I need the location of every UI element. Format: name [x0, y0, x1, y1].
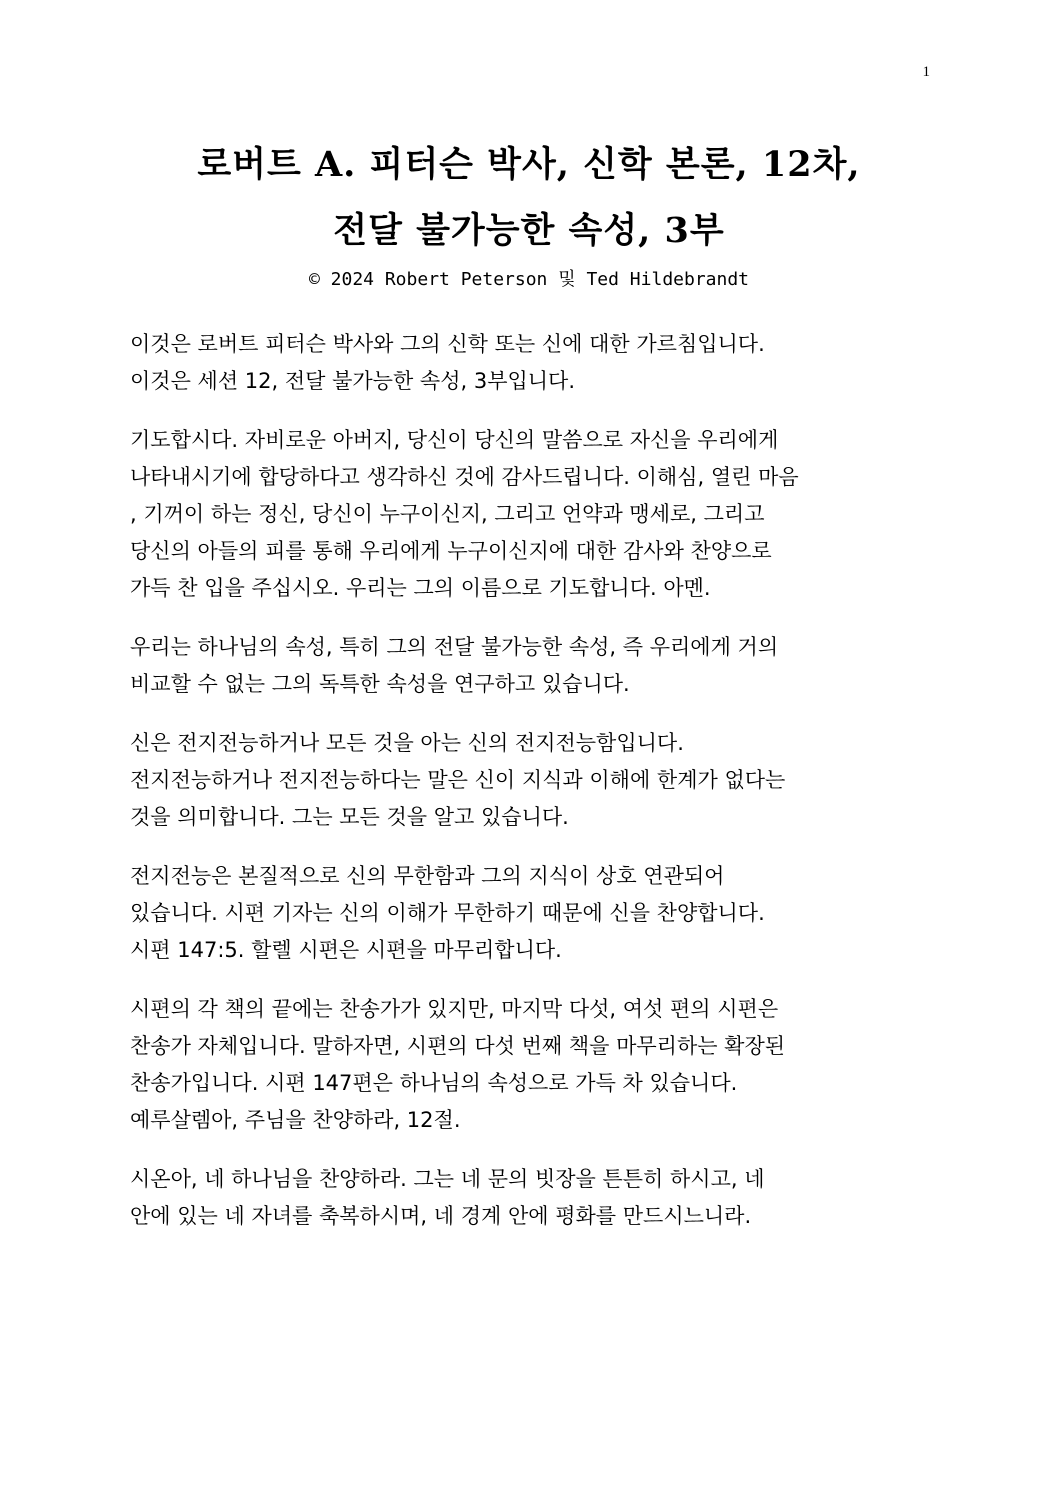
- text-line: 있습니다. 시편 기자는 신의 이해가 무한하기 때문에 신을 찬양합니다.: [130, 901, 765, 925]
- paragraph-4: [130, 725, 930, 836]
- page-number: 1: [922, 64, 930, 80]
- page-title: [0, 132, 1058, 264]
- text-line: 나타내시기에 합당하다고 생각하신 것에 감사드립니다. 이해심, 열린 마음: [130, 465, 799, 489]
- paragraph-2: [130, 422, 930, 607]
- text-line: 가득 찬 입을 주십시오. 우리는 그의 이름으로 기도합니다. 아멘.: [130, 576, 711, 600]
- paragraph-5: [130, 858, 930, 969]
- copyright-notice: © 2024 Robert Peterson 및 Ted Hildebrandt: [308, 269, 750, 290]
- text-line: 찬송가 자체입니다. 말하자면, 시편의 다섯 번째 책을 마무리하는 확장된: [130, 1034, 786, 1058]
- text-line: 것을 의미합니다. 그는 모든 것을 알고 있습니다.: [130, 805, 569, 829]
- text-line: 우리는 하나님의 속성, 특히 그의 전달 불가능한 속성, 즉 우리에게 거의: [130, 635, 779, 659]
- text-line: , 기꺼이 하는 정신, 당신이 누구이신지, 그리고 언약과 맹세로, 그리고: [130, 502, 765, 526]
- text-line: 전지전능하거나 전지전능하다는 말은 신이 지식과 이해에 한계가 없다는: [130, 768, 786, 792]
- text-line: 비교할 수 없는 그의 독특한 속성을 연구하고 있습니다.: [130, 672, 630, 696]
- text-line: 시편 147:5. 할렐 시편은 시편을 마무리합니다.: [130, 938, 562, 962]
- text-line: 이것은 세션 12, 전달 불가능한 속성, 3부입니다.: [130, 369, 576, 393]
- paragraph-7: [130, 1161, 930, 1235]
- paragraph-3: [130, 629, 930, 703]
- text-line: 이것은 로버트 피터슨 박사와 그의 신학 또는 신에 대한 가르침입니다.: [130, 332, 765, 356]
- text-line: 전지전능은 본질적으로 신의 무한함과 그의 지식이 상호 연관되어: [130, 864, 725, 888]
- text-line: 기도합시다. 자비로운 아버지, 당신이 당신의 말씀으로 자신을 우리에게: [130, 428, 779, 452]
- paragraph-6: [130, 991, 930, 1139]
- text-line: 당신의 아들의 피를 통해 우리에게 누구이신지에 대한 감사와 찬양으로: [130, 539, 772, 563]
- document-body: [130, 326, 930, 1257]
- text-line: 안에 있는 네 자녀를 축복하시며, 네 경계 안에 평화를 만드시느니라.: [130, 1204, 752, 1228]
- page-title-line-2: 전달 불가능한 속성, 3부: [333, 210, 725, 251]
- paragraph-1: [130, 326, 930, 400]
- text-line: 시온아, 네 하나님을 찬양하라. 그는 네 문의 빗장을 튼튼히 하시고, 네: [130, 1167, 765, 1191]
- page-title-line-1: 로버트 A. 피터슨 박사, 신학 본론, 12차,: [197, 144, 861, 185]
- text-line: 찬송가입니다. 시편 147편은 하나님의 속성으로 가득 차 있습니다.: [130, 1071, 738, 1095]
- text-line: 시편의 각 책의 끝에는 찬송가가 있지만, 마지막 다섯, 여섯 편의 시편은: [130, 997, 779, 1021]
- text-line: 예루살렘아, 주님을 찬양하라, 12절.: [130, 1108, 461, 1132]
- text-line: 신은 전지전능하거나 모든 것을 아는 신의 전지전능함입니다.: [130, 731, 684, 755]
